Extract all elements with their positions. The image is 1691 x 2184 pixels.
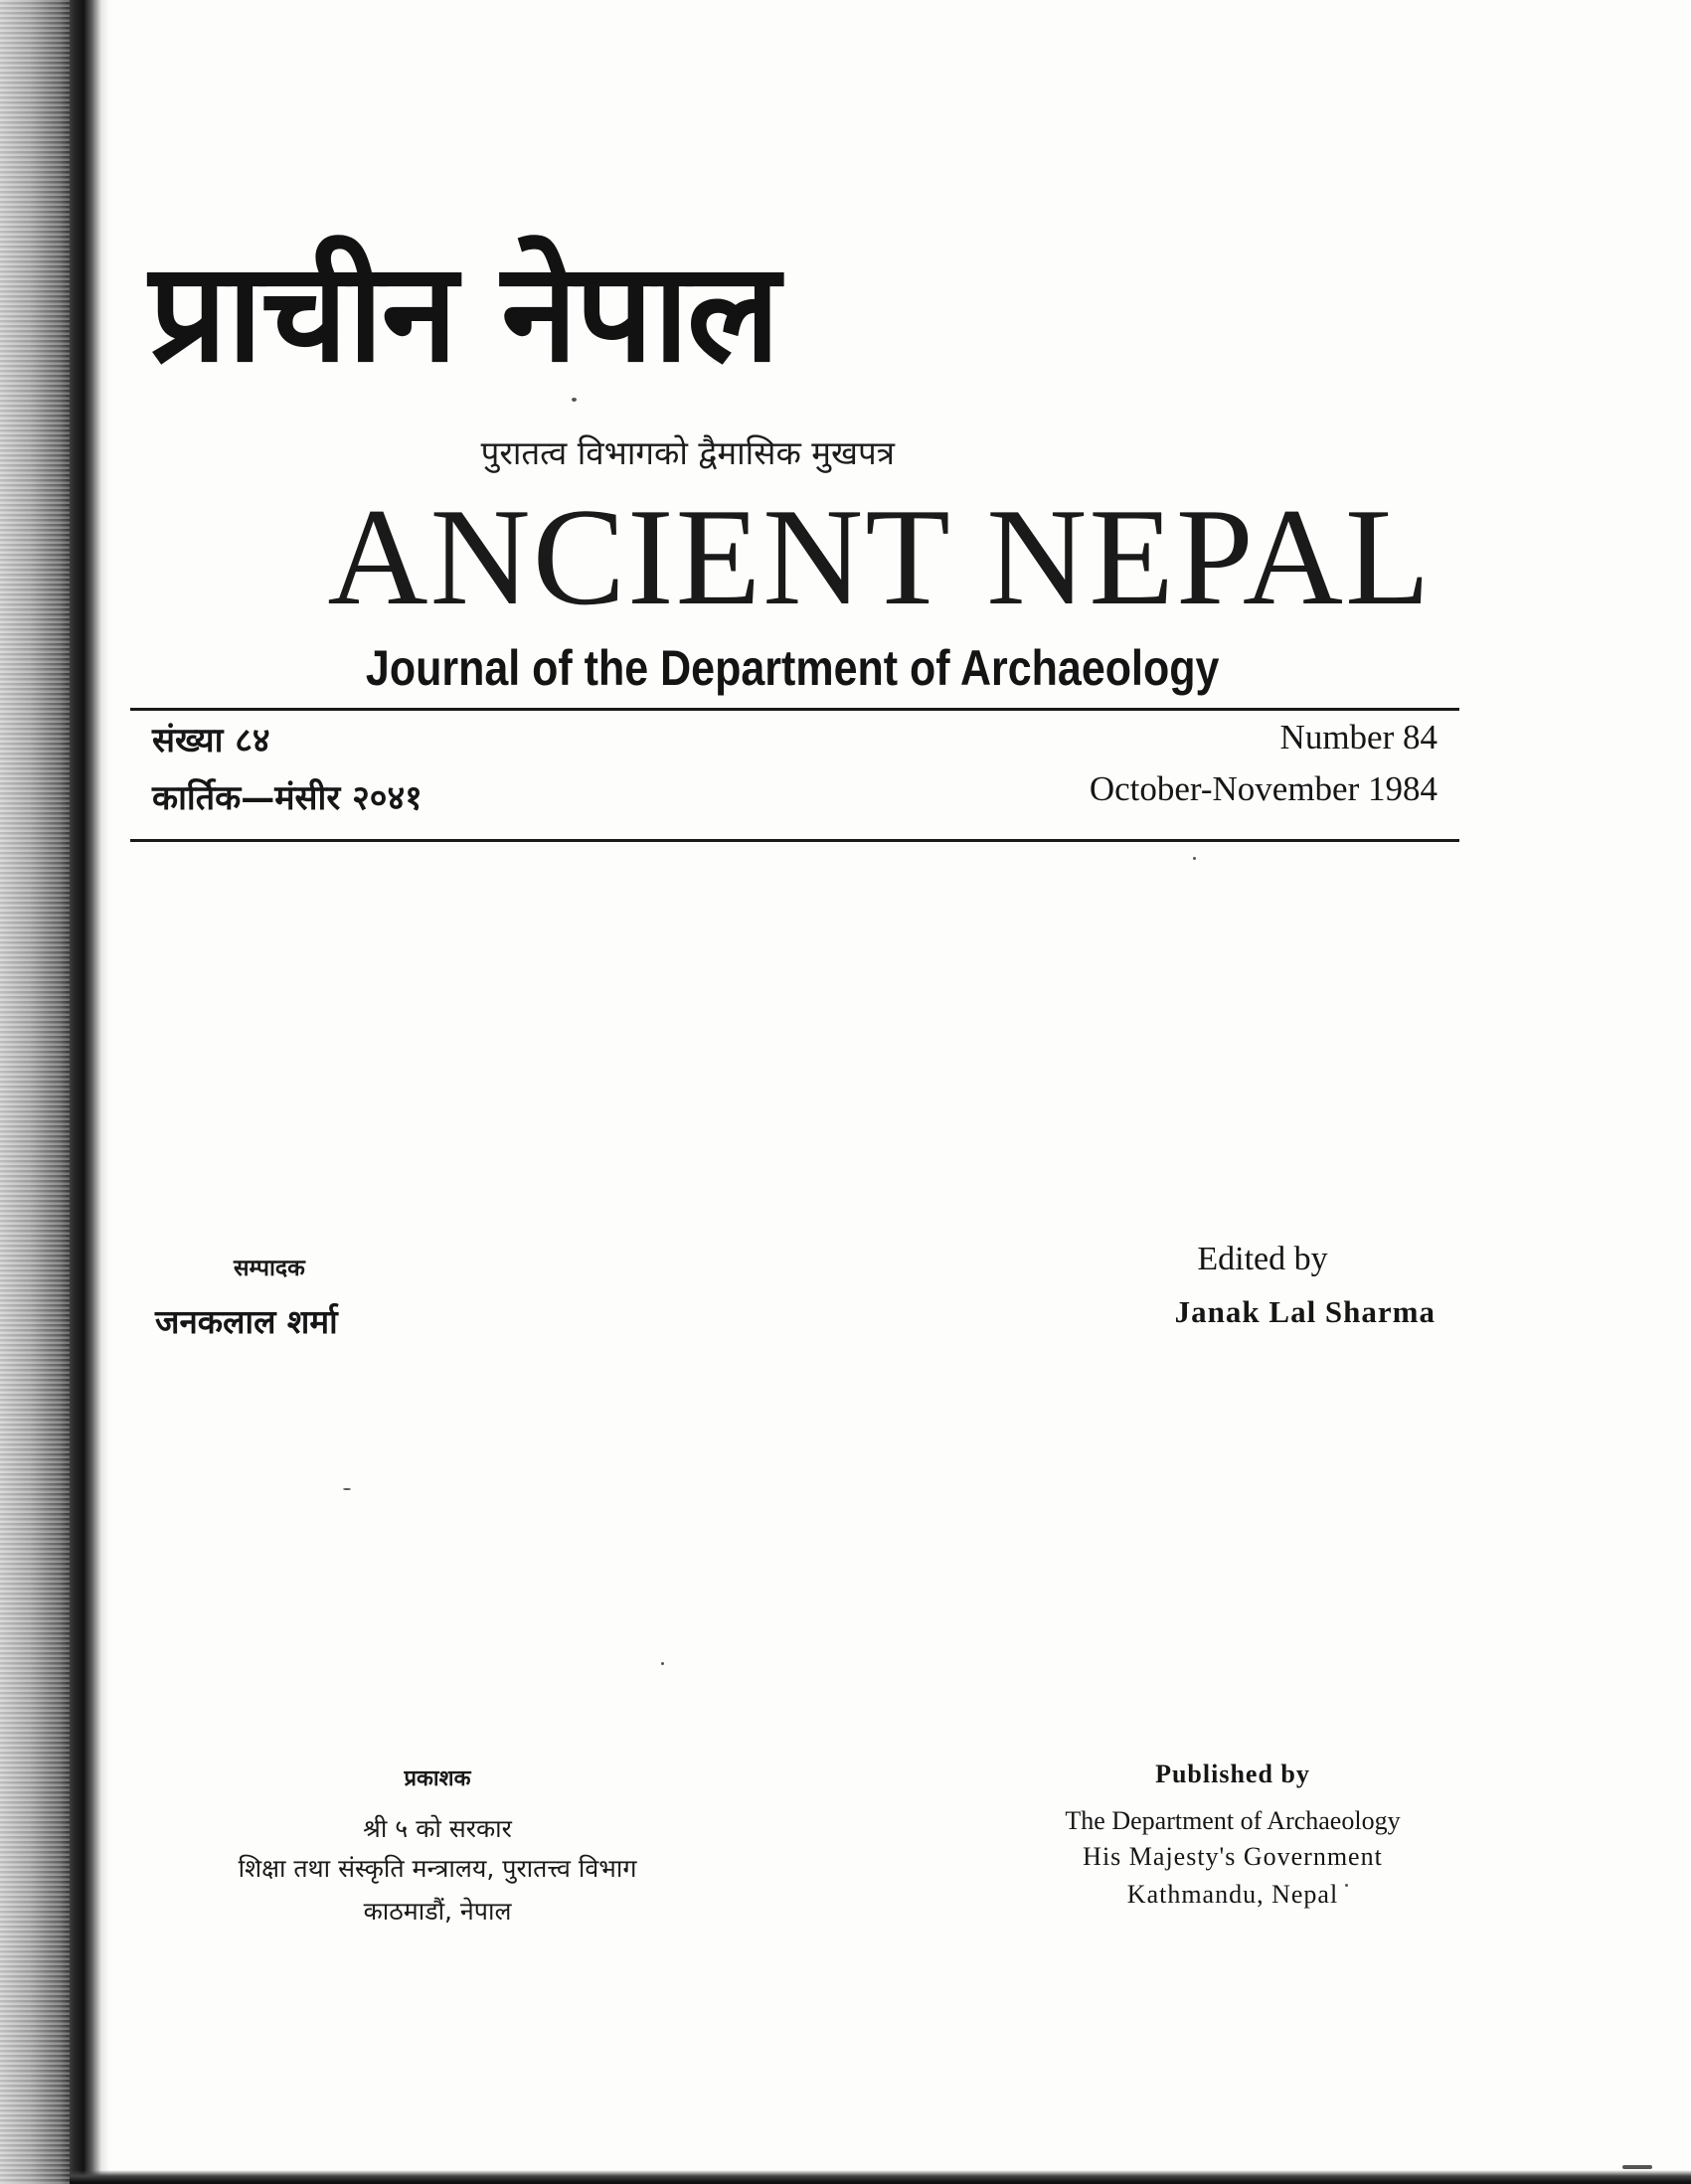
journal-subtitle: Journal of the Department of Archaeology bbox=[365, 640, 1220, 696]
editor-label-nepali: सम्पादक bbox=[234, 1256, 305, 1281]
scan-speck bbox=[661, 1662, 664, 1665]
scan-binding-shadow bbox=[0, 0, 109, 2184]
scan-speck bbox=[1622, 2165, 1652, 2169]
publisher-line-nepali: काठमाडौं, नेपाल bbox=[363, 1897, 512, 1926]
publisher-line-english: Kathmandu, Nepal bbox=[1126, 1880, 1339, 1909]
publisher-line-english: His Majesty's Government bbox=[1083, 1842, 1383, 1871]
issue-date-english: October-November 1984 bbox=[1089, 769, 1437, 808]
top-divider bbox=[130, 708, 1459, 711]
publisher-line-nepali: शिक्षा तथा संस्कृति मन्त्रालय, पुरातत्त्व विभाग bbox=[238, 1854, 637, 1883]
editor-name-english: Janak Lal Sharma bbox=[1174, 1294, 1436, 1329]
scan-speck bbox=[1345, 1884, 1348, 1887]
scan-bottom-edge bbox=[70, 2170, 1691, 2184]
publisher-label-english: Published by bbox=[1155, 1760, 1310, 1788]
publisher-line-english: The Department of Archaeology bbox=[1065, 1806, 1401, 1835]
scan-speck bbox=[572, 398, 577, 402]
publisher-line-nepali: श्री ५ को सरकार bbox=[363, 1814, 512, 1843]
scan-speck bbox=[1193, 857, 1196, 860]
publisher-label-nepali: प्रकाशक bbox=[404, 1766, 471, 1791]
bottom-divider bbox=[130, 839, 1459, 842]
issue-date-nepali: कार्तिक—मंसीर २०४१ bbox=[152, 778, 423, 818]
scan-speck bbox=[343, 1488, 351, 1490]
hindi-journal-title: प्राचीन नेपाल bbox=[149, 233, 778, 393]
hindi-journal-subtitle: पुरातत्व विभागको द्वैमासिक मुखपत्र bbox=[480, 433, 895, 472]
editor-name-nepali: जनकलाल शर्मा bbox=[155, 1302, 338, 1341]
english-journal-title: ANCIENT NEPAL bbox=[327, 480, 1433, 634]
issue-number-nepali: संख्या ८४ bbox=[152, 721, 270, 760]
editor-label-english: Edited by bbox=[1197, 1241, 1328, 1277]
issue-number-english: Number 84 bbox=[1279, 718, 1437, 756]
